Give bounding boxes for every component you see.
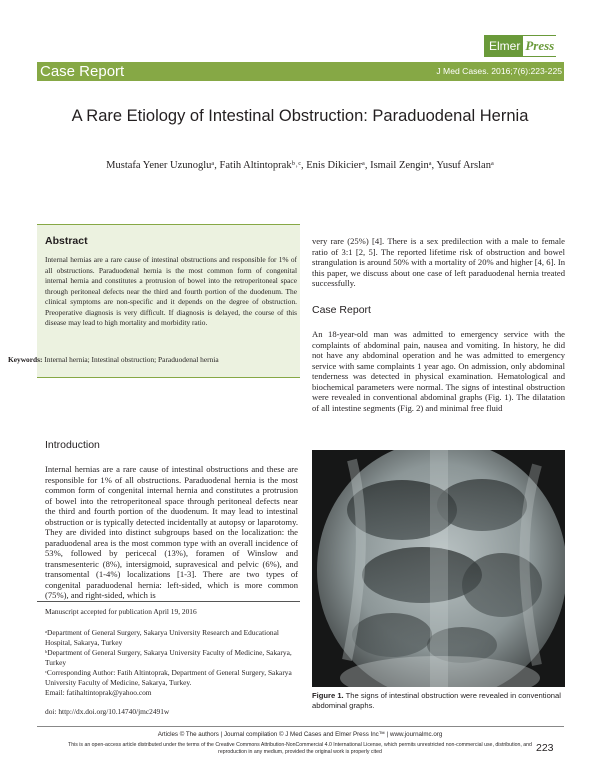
author-list: Mustafa Yener Uzunogluᵃ, Fatih Altintoprakᵇ˒ᶜ, Enis Dikicierᵃ, Ismail Zenginᵃ, Yusuf Arslanᵃ — [106, 160, 494, 171]
article-title: A Rare Etiology of Intestinal Obstruction: Paraduodenal Hernia — [71, 107, 529, 125]
journal-reference: J Med Cases. 2016;7(6):223-225 — [436, 66, 562, 76]
page-number: 223 — [536, 742, 554, 754]
figure-1-xray — [312, 450, 565, 687]
intro-continuation-text: very rare (25%) [4]. There is a sex predilection with a male to female ratio of 3:1 [2, 5]. The reported lifetime risk of obstruction and bowel strangulation is around 50% with a mortality of 20% and higher [4, 6]. In this paper, we discuss about one case of left paraduodenal hernia treated successfully. — [312, 236, 565, 288]
introduction-heading: Introduction — [45, 439, 100, 451]
section-label: Case Report — [40, 63, 125, 80]
footer-copyright: Articles © The authors | Journal compilation © J Med Cases and Elmer Press Inc™ | www.journalmc.org — [157, 731, 443, 738]
accepted-date: Manuscript accepted for publication April 19, 2016 — [45, 607, 197, 616]
affiliation-b: ᵇDepartment of General Surgery, Sakarya University Faculty of Medicine, Sakarya, Turkey — [45, 648, 292, 667]
figure-label: Figure 1. — [312, 691, 344, 700]
introduction-text: Internal hernias are a rare cause of intestinal obstructions and these are responsible for 1% of all obstructions. Paraduodenal hernia is the most common form of congenital internal hernia and constitutes a protrusion of bowel into the retroperitoneal space through peritoneal defects near the third and fourth portion of the duodenum. It may lead to intestinal obstruction or is typically detected incidentally at autopsy or laparotomy. They are divided into distinct subgroups based on the localization: the paraduodenal area is the most common type with an overall incidence of 53%, followed by pericecal (13%), foramen of Winslow and transmesenteric (8%), intersigmoid, supravesical and pelvic (6%), and transomental (1-4%) localizations [1-3]. There are two types of congenital paraduodenal hernia: left-sided, which is more common (75%), and right-sided, which is — [45, 464, 298, 600]
section-banner — [37, 62, 564, 81]
logo-part-1: Elmer — [485, 36, 523, 56]
affiliation-a: ᵃDepartment of General Surgery, Sakarya University Research and Educational Hospital, Sakarya, Turkey — [45, 628, 279, 647]
email: Email: fatihaltintoprak@yahoo.com — [45, 688, 152, 697]
abstract-text: Internal hernias are a rare cause of intestinal obstructions and responsible for 1% of all obstructions. Paraduodenal hernia is the most common form of congenital internal hernia and constitutes a protrusion of bowel into the retroperitoneal space through peritoneal defects near the third and fourth portion of the duodenum. The clinical symptoms are non-specific and it depends on the degree of obstruction. Preoperative diagnosis is very difficult. If diagnosis is delayed, the course of this disease may lead to high mortality and morbidity ratio. — [45, 255, 297, 327]
corresponding-author: ᶜCorresponding Author: Fatih Altintoprak, Department of General Surgery, Sakarya University Faculty of Medicine, Sakarya, Turkey. — [45, 668, 292, 687]
figure-caption-text: The signs of intestinal obstruction were revealed in conventional abdominal graphs. — [312, 691, 561, 710]
footer-license: This is an open-access article distributed under the terms of the Creative Commons Attribution-NonCommercial 4.0 International License, which permits unrestricted non-commercial use, distribution, and reproduction in any medium, provided the original work is properly cited — [68, 742, 532, 755]
keywords-label: Keywords: — [8, 355, 43, 364]
xray-image — [312, 450, 565, 687]
doi: doi: http://dx.doi.org/10.14740/jmc2491w — [45, 707, 170, 716]
footnote-divider — [37, 601, 300, 602]
footer-divider — [37, 726, 564, 727]
logo-part-2: Press — [523, 36, 557, 56]
keywords — [8, 355, 258, 366]
case-report-heading: Case Report — [312, 304, 371, 316]
abstract-heading: Abstract — [45, 235, 88, 247]
figure-1-caption — [312, 691, 565, 711]
keywords-text: Internal hernia; Intestinal obstruction; Paraduodenal hernia — [44, 355, 219, 364]
case-report-text: An 18-year-old man was admitted to emergency service with the complaints of abdominal pain, nausea and vomiting. In history, he did not have any abdominal operation and he was admitted to emergency service with same complaints 1 year ago. On admission, only abdominal tenderness was detected in physical examination. Hematological and biochemical parameters were normal. The signs of intestinal obstruction were revealed in conventional abdominal graphs (Fig. 1). The dilatation of all intestine segments (Fig. 2) and minimal free fluid — [312, 329, 565, 413]
publisher-logo — [484, 35, 556, 57]
